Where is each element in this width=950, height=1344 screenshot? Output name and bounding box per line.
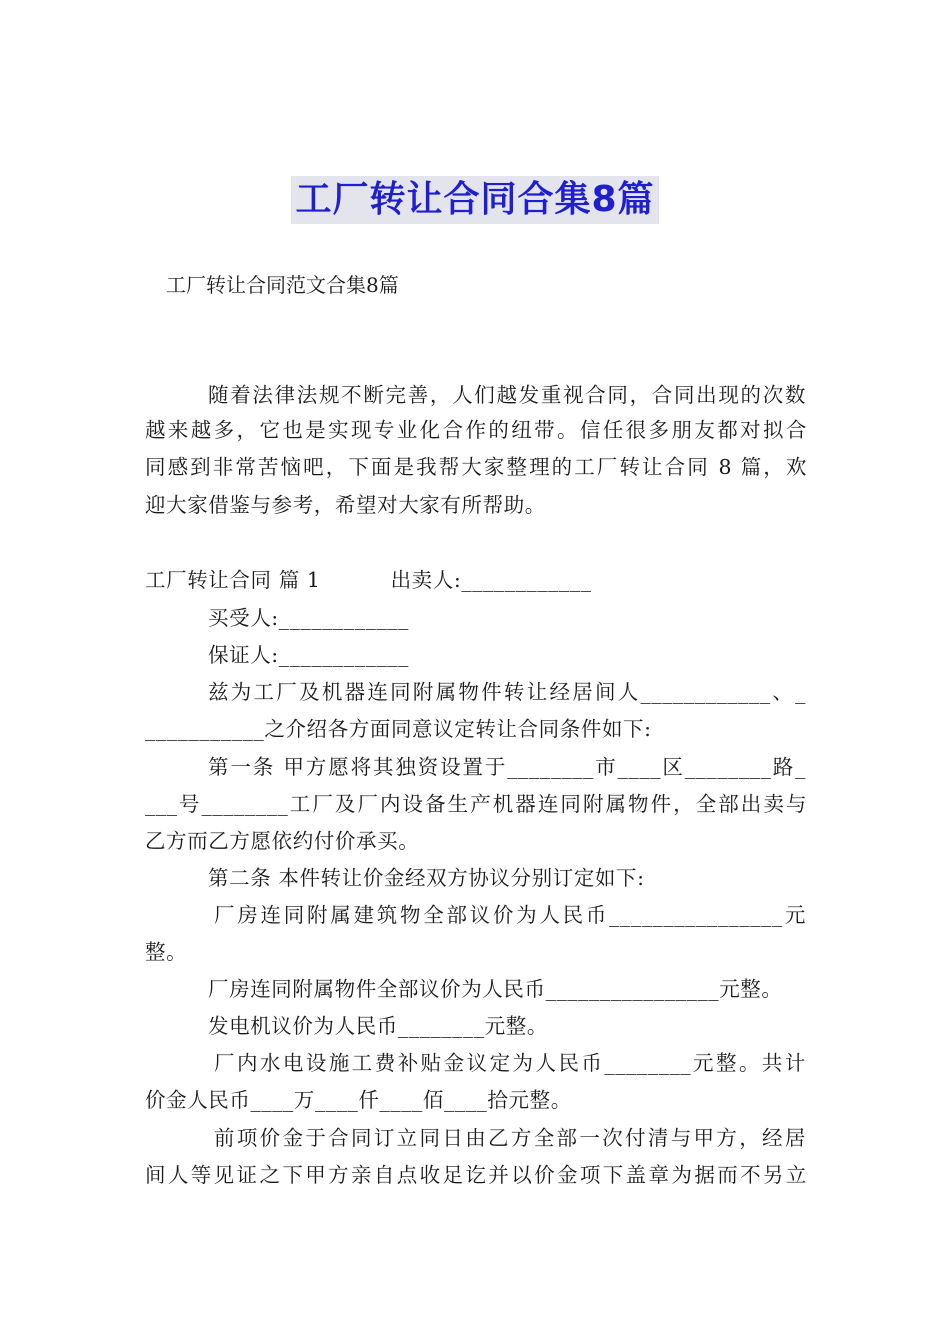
article-1-line-1: 第一条 甲方愿将其独资设置于________市____区________路_ <box>208 755 806 779</box>
guarantor-field: 保证人:____________ <box>208 643 410 667</box>
title-text: 工厂转让合同合集8篇 <box>291 176 658 224</box>
intro-line-3: 同感到非常苦恼吧，下面是我帮大家整理的工厂转让合同 8 篇，欢 <box>145 455 807 479</box>
price-generator: 发电机议价为人民币________元整。 <box>208 1014 548 1038</box>
article-1-line-3: 乙方而乙方愿依约付价承买。 <box>145 829 420 853</box>
price-subsidy-line-2: 价金人民币____万____仟____佰____拾元整。 <box>145 1088 572 1112</box>
contract-heading-row <box>145 565 592 595</box>
clause-intro-line-2: ___________之介绍各方面同意议定转让合同条件如下: <box>145 717 652 741</box>
payment-line-1: 前项价金于合同订立同日由乙方全部一次付清与甲方，经居 <box>214 1126 806 1150</box>
clause-intro-line-1: 兹为工厂及机器连同附属物件转让经居间人____________、_ <box>208 680 806 704</box>
seller-field: 出卖人:____________ <box>390 568 592 592</box>
payment-line-2: 间人等见证之下甲方亲自点收足讫并以价金项下盖章为据而不另立 <box>145 1163 807 1187</box>
article-2: 第二条 本件转让价金经双方协议分别订定如下: <box>208 866 645 890</box>
price-building-line-1: 厂房连同附属建筑物全部议价为人民币________________元 <box>214 903 806 927</box>
intro-line-2: 越来越多，它也是实现专业化合作的纽带。信任很多朋友都对拟合 <box>145 418 807 442</box>
contract-heading: 工厂转让合同 篇 1 <box>145 568 321 592</box>
price-subsidy-line-1: 厂内水电设施工费补贴金议定为人民币________元整。共计 <box>214 1051 806 1075</box>
article-1-line-2: ___号________工厂及厂内设备生产机器连同附属物件，全部出卖与 <box>145 792 807 816</box>
buyer-field: 买受人:____________ <box>208 606 410 630</box>
document-subtitle: 工厂转让合同范文合集8篇 <box>166 273 399 297</box>
intro-line-1: 随着法律法规不断完善，人们越发重视合同，合同出现的次数 <box>208 383 806 407</box>
intro-line-4: 迎大家借鉴与参考，希望对大家有所帮助。 <box>145 493 546 517</box>
price-items: 厂房连同附属物件全部议价为人民币________________元整。 <box>208 977 783 1001</box>
document-title <box>0 176 950 224</box>
price-building-line-2: 整。 <box>145 940 188 964</box>
